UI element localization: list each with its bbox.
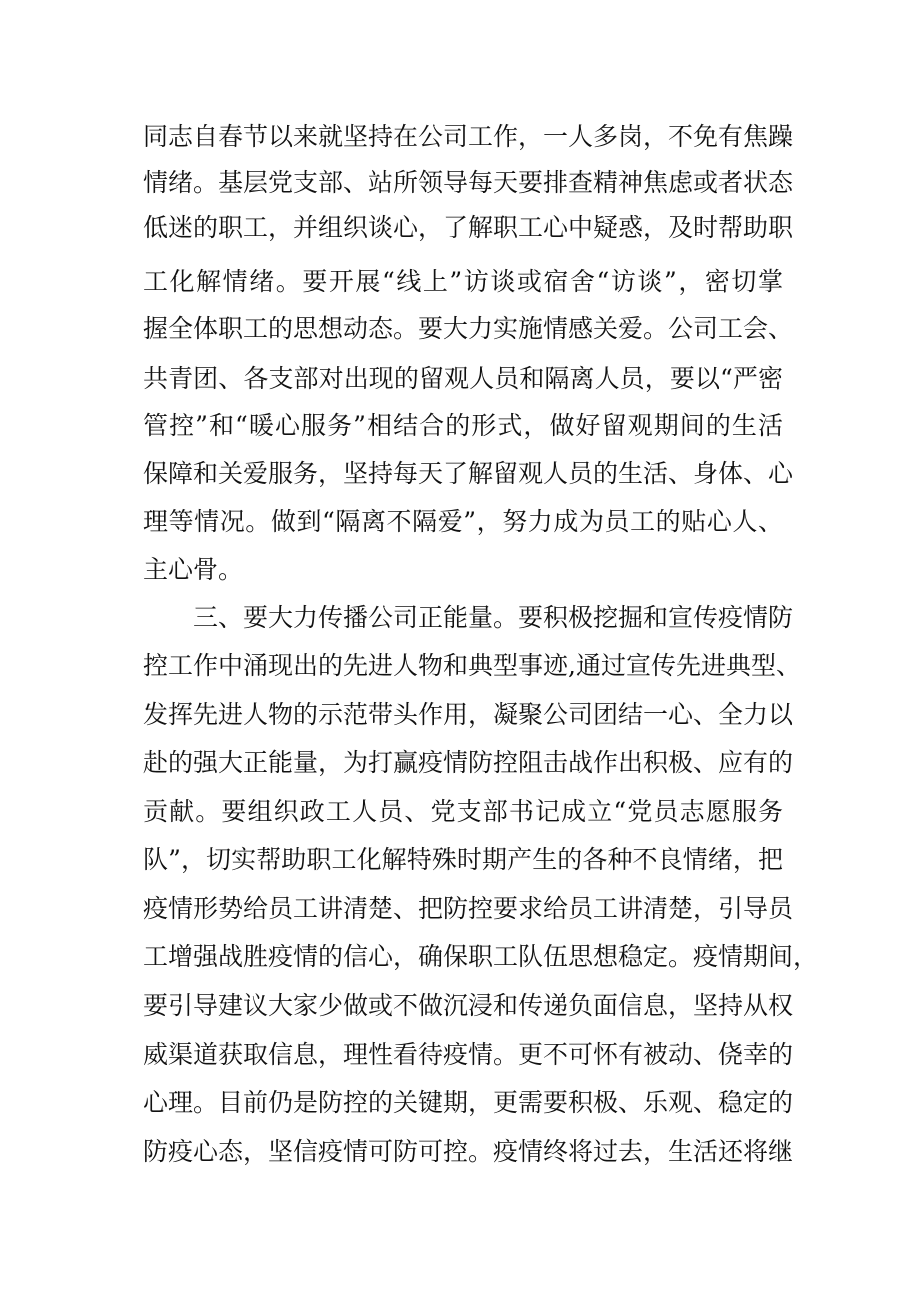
text-line: 防疫心态，坚信疫情可防可控。疫情终将过去，生活还将继 [143, 1137, 794, 1166]
text-line: 贡献。要组织政工人员、党支部书记成立“党员志愿服务 [143, 797, 783, 826]
text-line: 要引导建议大家少做或不做沉浸和传递负面信息，坚持从权 [143, 991, 794, 1020]
text-line: 工增强战胜疫情的信心，确保职工队伍思想稳定。疫情期间， [143, 942, 819, 971]
text-line: 管控”和“暖心服务”相结合的形式，做好留观期间的生活 [143, 411, 783, 440]
text-line: 赴的强大正能量，为打赢疫情防控阻击战作出积极、应有的 [143, 748, 794, 777]
text-line: 情绪。基层党支部、站所领导每天要排查精神焦虑或者状态 [143, 168, 794, 197]
text-line: 保障和关爱服务，坚持每天了解留观人员的生活、身体、心 [143, 459, 794, 488]
text-line: 发挥先进人物的示范带头作用，凝聚公司团结一心、全力以 [143, 700, 794, 729]
text-line: 队”，切实帮助职工化解特殊时期产生的各种不良情绪，把 [143, 845, 783, 874]
text-line: 同志自春节以来就坚持在公司工作，一人多岗，不免有焦躁 [143, 122, 794, 151]
text-line: 控工作中涌现出的先进人物和典型事迹,通过宣传先进典型、 [143, 651, 801, 680]
text-line: 共青团、各支部对出现的留观人员和隔离人员，要以“严密 [143, 364, 783, 393]
text-line: 威渠道获取信息，理性看待疫情。更不可怀有被动、侥幸的 [143, 1040, 794, 1069]
section-heading-line: 三、要大力传播公司正能量。要积极挖掘和宣传疫情防 [193, 603, 794, 632]
text-line: 心理。目前仍是防控的关键期，更需要积极、乐观、稳定的 [143, 1088, 794, 1117]
text-line: 主心骨。 [143, 555, 244, 584]
text-line: 工化解情绪。要开展“线上”访谈或宿舍“访谈”，密切掌 [143, 267, 783, 296]
text-line: 疫情形势给员工讲清楚、把防控要求给员工讲清楚，引导员 [143, 894, 794, 923]
text-line: 握全体职工的思想动态。要大力实施情感关爱。公司工会、 [143, 314, 794, 343]
text-line: 低迷的职工，并组织谈心，了解职工心中疑惑，及时帮助职 [143, 213, 794, 242]
text-line: 理等情况。做到“隔离不隔爱”，努力成为员工的贴心人、 [143, 507, 783, 536]
